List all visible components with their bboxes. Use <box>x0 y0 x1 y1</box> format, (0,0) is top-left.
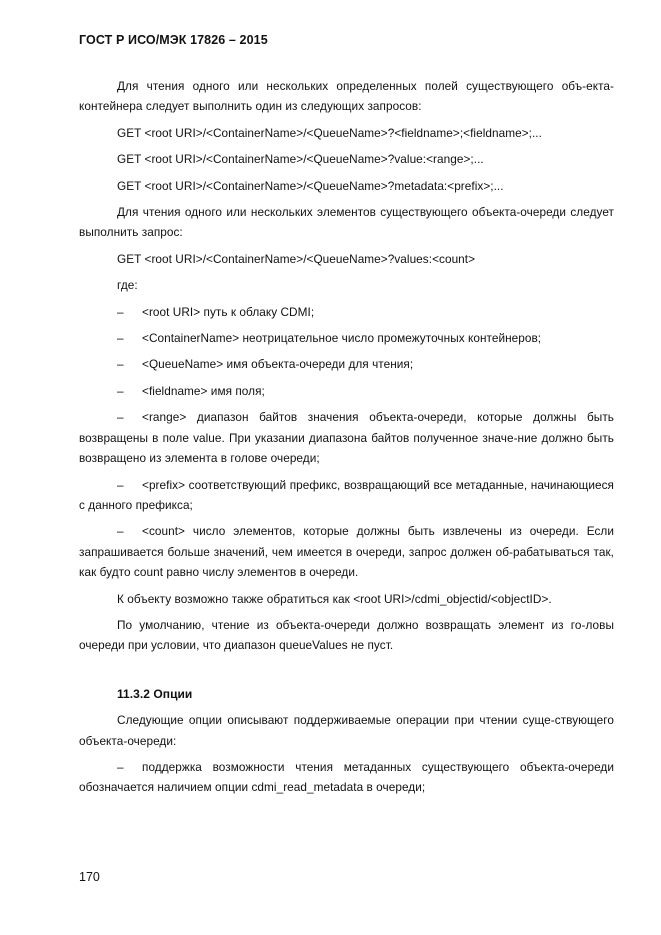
page-header: ГОСТ Р ИСО/МЭК 17826 – 2015 <box>79 33 268 47</box>
list-item-text: <ContainerName> неотрицательное число промежуточных контейнеров; <box>142 331 542 346</box>
dash-bullet: – <box>117 759 124 774</box>
list-item <box>79 328 614 348</box>
list-item-text: поддержка возможности чтения метаданных существующего объекта-очереди обозначается наличием опции cdmi_read_metadata в очереди; <box>79 759 614 795</box>
request-value-range: GET <root URI>/<ContainerName>/<QueueName>?value:<range>;... <box>117 152 484 167</box>
section-heading: 11.3.2 Опции <box>117 686 193 701</box>
list-item-text: <count> число элементов, которые должны быть извлечены из очереди. Если запрашивается больше значений, чем имеется в очереди, запрос должен об-рабатываться так, как будто count равно числу элементов в очереди. <box>79 524 614 580</box>
paragraph-object-id: К объекту возможно также обратиться как <root URI>/cdmi_objectid/<objectID>. <box>117 591 552 606</box>
list-item-text: <range> диапазон байтов значения объекта-очереди, которые должны быть возвращены в поле value. При указании диапазона байтов полученное значе-ние должно быть возвращено из элемента в голове очереди; <box>79 410 614 466</box>
list-item <box>79 475 614 516</box>
dash-bullet: – <box>117 304 124 319</box>
page-number: 170 <box>79 870 100 884</box>
paragraph-options: Следующие опции описывают поддерживаемые операции при чтении суще-ствующего объекта-очереди: <box>79 713 614 748</box>
list-item <box>79 521 614 582</box>
list-item-text: <root URI> путь к облаку CDMI; <box>142 304 315 319</box>
list-item-text: <fieldname> имя поля; <box>142 383 265 398</box>
dash-bullet: – <box>117 524 124 539</box>
list-item <box>79 407 614 468</box>
section-spacer <box>79 662 614 684</box>
dash-bullet: – <box>117 477 124 492</box>
dash-bullet: – <box>117 410 124 425</box>
page-body <box>79 76 614 804</box>
paragraph-read-elements: Для чтения одного или нескольких элементов существующего объекта-очереди следует выполнить запрос: <box>79 205 614 240</box>
paragraph-read-fields: Для чтения одного или нескольких определенных полей существующего объ-екта-контейнера следует выполнить один из следующих запросов: <box>79 79 614 114</box>
dash-bullet: – <box>117 383 124 398</box>
list-item <box>79 354 614 374</box>
paragraph-default-read: По умолчанию, чтение из объекта-очереди должно возвращать элемент из го-ловы очереди при условии, что диапазон queueValues не пуст. <box>79 617 614 653</box>
request-fieldname: GET <root URI>/<ContainerName>/<QueueName>?<fieldname>;<fieldname>;... <box>117 125 542 140</box>
list-item <box>79 757 614 798</box>
where-label: где: <box>117 278 138 293</box>
list-item <box>79 302 614 322</box>
request-values-count: GET <root URI>/<ContainerName>/<QueueName>?values:<count> <box>117 251 476 266</box>
list-item-text: <prefix> соответствующий префикс, возвращающий все метаданные, начинающиеся с данного префикса; <box>79 477 614 512</box>
dash-bullet: – <box>117 357 124 372</box>
request-metadata-prefix: GET <root URI>/<ContainerName>/<QueueName>?metadata:<prefix>;... <box>117 178 504 193</box>
list-item <box>79 381 614 401</box>
list-item-text: <QueueName> имя объекта-очереди для чтения; <box>142 357 414 372</box>
dash-bullet: – <box>117 331 124 346</box>
